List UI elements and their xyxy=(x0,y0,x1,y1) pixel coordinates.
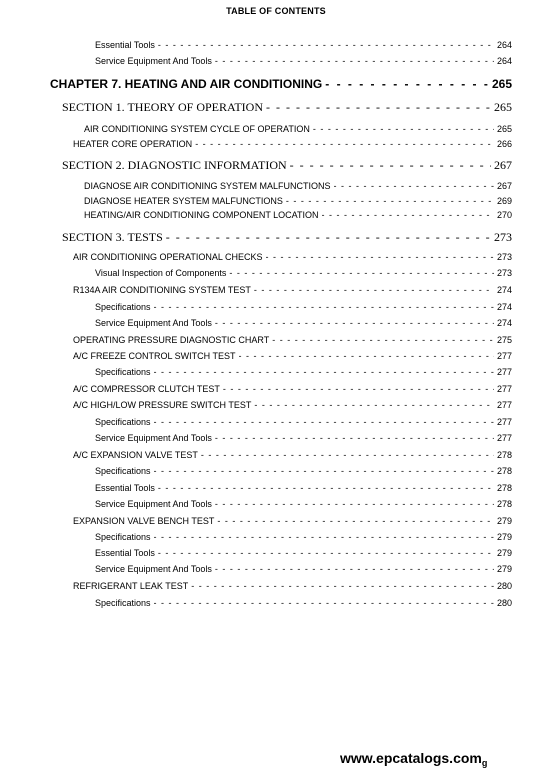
toc-entry-title: Essential Tools xyxy=(95,548,155,558)
toc-entry[interactable] xyxy=(95,56,512,66)
dot-leader xyxy=(325,77,489,91)
toc-entry-page: 273 xyxy=(494,230,512,244)
toc-entry[interactable] xyxy=(73,335,512,345)
toc-entry-page: 277 xyxy=(496,367,512,377)
toc-entry-page: 273 xyxy=(496,268,512,278)
toc-entry-title: Service Equipment And Tools xyxy=(95,499,212,509)
toc-entry-title: Service Equipment And Tools xyxy=(95,318,212,328)
toc-entry-title: OPERATING PRESSURE DIAGNOSTIC CHART xyxy=(73,335,270,345)
dot-leader xyxy=(215,56,494,66)
toc-entry-title: SECTION 2. DIAGNOSTIC INFORMATION xyxy=(62,158,287,172)
dot-leader xyxy=(215,318,494,328)
toc-entry-page: 264 xyxy=(496,56,512,66)
watermark xyxy=(340,750,487,768)
toc-entry[interactable] xyxy=(95,564,512,574)
toc-entry-title: HEATING/AIR CONDITIONING COMPONENT LOCATION xyxy=(84,210,319,220)
dot-leader xyxy=(191,581,494,591)
dot-leader xyxy=(215,499,494,509)
dot-leader xyxy=(154,598,494,608)
toc-entry[interactable] xyxy=(95,532,512,542)
dot-leader xyxy=(229,268,494,278)
toc-entry-page: 267 xyxy=(494,158,512,172)
toc-entry[interactable] xyxy=(84,181,512,191)
toc-entry[interactable] xyxy=(95,367,512,377)
toc-entry-title: DIAGNOSE AIR CONDITIONING SYSTEM MALFUNCTIONS xyxy=(84,181,331,191)
toc-entry-page: 274 xyxy=(496,285,512,295)
toc-entry[interactable] xyxy=(95,466,512,476)
toc-entry-title: Service Equipment And Tools xyxy=(95,433,212,443)
toc-entry-title: REFRIGERANT LEAK TEST xyxy=(73,581,189,591)
toc-entry-page: 273 xyxy=(496,252,512,262)
dot-leader xyxy=(290,158,491,173)
toc-entry[interactable] xyxy=(95,268,512,278)
toc-entry-page: 264 xyxy=(496,40,512,50)
toc-entry-page: 265 xyxy=(496,124,512,134)
toc-entry[interactable] xyxy=(95,302,512,312)
dot-leader xyxy=(254,285,494,295)
dot-leader xyxy=(239,351,494,361)
toc-entry-page: 274 xyxy=(496,318,512,328)
toc-entry-page: 267 xyxy=(496,181,512,191)
toc-entry-page: 277 xyxy=(496,433,512,443)
toc-entry[interactable] xyxy=(95,499,512,509)
toc-entry-page: 279 xyxy=(496,564,512,574)
dot-leader xyxy=(166,230,491,245)
dot-leader xyxy=(322,210,494,220)
toc-entry-title: Specifications xyxy=(95,367,151,377)
toc-entry-page: 279 xyxy=(496,532,512,542)
toc-entry-title: SECTION 1. THEORY OF OPERATION xyxy=(62,100,264,114)
toc-section[interactable] xyxy=(62,230,512,245)
toc-section[interactable] xyxy=(62,158,512,173)
toc-entry-page: 266 xyxy=(496,139,512,149)
toc-entry-page: 278 xyxy=(496,450,512,460)
toc-entry-title: A/C FREEZE CONTROL SWITCH TEST xyxy=(73,351,236,361)
toc-entry[interactable] xyxy=(95,318,512,328)
dot-leader xyxy=(266,252,494,262)
toc-entry-title: Specifications xyxy=(95,466,151,476)
toc-entry-page: 280 xyxy=(496,581,512,591)
page-header: TABLE OF CONTENTS xyxy=(226,6,326,16)
toc-entry-page: 265 xyxy=(491,77,512,91)
toc-entry-title: Specifications xyxy=(95,598,151,608)
toc-entry[interactable] xyxy=(84,210,512,220)
toc-entry-title: Visual Inspection of Components xyxy=(95,268,227,278)
dot-leader xyxy=(286,196,494,206)
toc-entry[interactable] xyxy=(95,433,512,443)
toc-entry-page: 279 xyxy=(496,548,512,558)
toc-entry-page: 277 xyxy=(496,351,512,361)
toc-entry-page: 277 xyxy=(496,417,512,427)
toc-entry-page: 277 xyxy=(496,384,512,394)
toc-entry-title: Service Equipment And Tools xyxy=(95,564,212,574)
toc-entry-title: SECTION 3. TESTS xyxy=(62,230,163,244)
toc-entry-title: HEATER CORE OPERATION xyxy=(73,139,193,149)
dot-leader xyxy=(195,139,494,149)
dot-leader xyxy=(154,302,494,312)
toc-entry-page: 265 xyxy=(494,100,512,114)
toc-entry[interactable] xyxy=(84,124,512,134)
toc-entry[interactable] xyxy=(73,351,512,361)
dot-leader xyxy=(158,40,494,50)
toc-entry-title: Essential Tools xyxy=(95,483,155,493)
toc-entry-title: CHAPTER 7. HEATING AND AIR CONDITIONING xyxy=(50,77,323,91)
toc-entry-page: 279 xyxy=(496,516,512,526)
toc-chapter[interactable] xyxy=(50,77,512,91)
toc-entry-page: 269 xyxy=(496,196,512,206)
toc-entry-page: 270 xyxy=(496,210,512,220)
toc-entry[interactable] xyxy=(95,40,512,50)
toc-entry[interactable] xyxy=(73,450,512,460)
toc-entry[interactable] xyxy=(95,417,512,427)
dot-leader xyxy=(313,124,494,134)
dot-leader xyxy=(215,433,494,443)
toc-entry[interactable] xyxy=(95,483,512,493)
toc-entry[interactable] xyxy=(73,285,512,295)
toc-entry-page: 277 xyxy=(496,400,512,410)
toc-entry[interactable] xyxy=(73,384,512,394)
watermark-mark: g xyxy=(481,758,488,768)
dot-leader xyxy=(201,450,494,460)
toc-entry[interactable] xyxy=(95,548,512,558)
toc-entry-title: A/C HIGH/LOW PRESSURE SWITCH TEST xyxy=(73,400,252,410)
dot-leader xyxy=(254,400,494,410)
dot-leader xyxy=(154,417,494,427)
toc-entry[interactable] xyxy=(73,581,512,591)
dot-leader xyxy=(223,384,494,394)
dot-leader xyxy=(334,181,494,191)
toc-entry-title: R134A AIR CONDITIONING SYSTEM TEST xyxy=(73,285,251,295)
toc-entry-title: AIR CONDITIONING OPERATIONAL CHECKS xyxy=(73,252,263,262)
toc-entry[interactable] xyxy=(73,516,512,526)
toc-entry-title: A/C COMPRESSOR CLUTCH TEST xyxy=(73,384,220,394)
toc-entry-title: A/C EXPANSION VALVE TEST xyxy=(73,450,198,460)
toc-entry-title: EXPANSION VALVE BENCH TEST xyxy=(73,516,215,526)
toc-entry[interactable] xyxy=(95,598,512,608)
dot-leader xyxy=(154,367,494,377)
toc-entry-title: Service Equipment And Tools xyxy=(95,56,212,66)
toc-entry-title: Essential Tools xyxy=(95,40,155,50)
toc-entry-page: 274 xyxy=(496,302,512,312)
dot-leader xyxy=(154,466,494,476)
toc-entry[interactable] xyxy=(84,196,512,206)
toc-entry[interactable] xyxy=(73,400,512,410)
toc-entry-title: Specifications xyxy=(95,532,151,542)
toc-entry-title: Specifications xyxy=(95,417,151,427)
dot-leader xyxy=(215,564,494,574)
dot-leader xyxy=(158,548,494,558)
toc-entry-title: AIR CONDITIONING SYSTEM CYCLE OF OPERATION xyxy=(84,124,310,134)
toc-entry-title: DIAGNOSE HEATER SYSTEM MALFUNCTIONS xyxy=(84,196,283,206)
toc-entry[interactable] xyxy=(73,252,512,262)
toc-entry-page: 280 xyxy=(496,598,512,608)
dot-leader xyxy=(217,516,494,526)
toc-entry-page: 278 xyxy=(496,483,512,493)
dot-leader xyxy=(272,335,494,345)
toc-entry-title: Specifications xyxy=(95,302,151,312)
dot-leader xyxy=(154,532,494,542)
watermark-text: www.epcatalogs.com xyxy=(340,750,482,766)
toc-entry-page: 278 xyxy=(496,499,512,509)
dot-leader xyxy=(158,483,494,493)
toc-entry-page: 278 xyxy=(496,466,512,476)
toc-section[interactable] xyxy=(62,100,512,115)
toc-entry-page: 275 xyxy=(496,335,512,345)
dot-leader xyxy=(266,100,491,115)
toc-entry[interactable] xyxy=(73,139,512,149)
